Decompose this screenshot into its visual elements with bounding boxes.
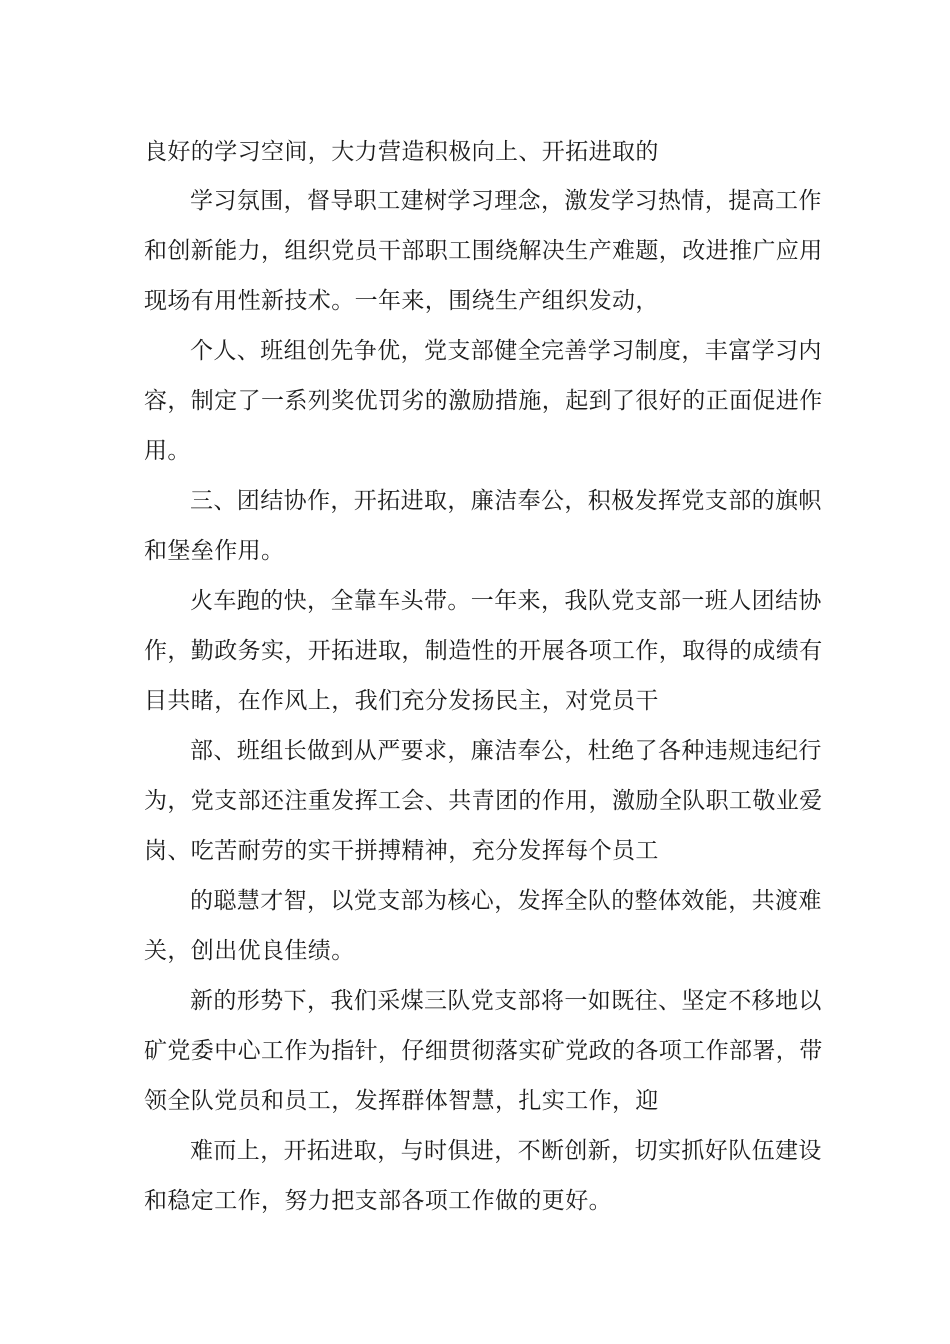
text-line: 容，制定了一系列奖优罚劣的激励措施，起到了很好的正面促进作 [144, 388, 823, 414]
text-line: 的聪慧才智，以党支部为核心，发挥全队的整体效能，共渡难 [190, 888, 822, 914]
section-heading-continued: 和堡垒作用。 [144, 538, 285, 564]
text-line: 为，党支部还注重发挥工会、共青团的作用，激励全队职工敬业爱 [144, 788, 823, 814]
text-line: 作，勤政务实，开拓进取，制造性的开展各项工作，取得的成绩有 [144, 638, 823, 664]
text-line: 现场有用性新技术。一年来，围绕生产组织发动， [144, 288, 659, 314]
text-line: 关，创出优良佳绩。 [144, 938, 355, 964]
text-line: 矿党委中心工作为指针，仔细贯彻落实矿党政的各项工作部署，带 [144, 1038, 823, 1064]
text-line: 领全队党员和员工，发挥群体智慧，扎实工作，迎 [144, 1088, 659, 1114]
text-line: 用。 [144, 438, 191, 464]
text-line: 目共睹，在作风上，我们充分发扬民主，对党员干 [144, 688, 659, 714]
text-line: 火车跑的快，全靠车头带。一年来，我队党支部一班人团结协 [190, 588, 822, 614]
text-line: 和稳定工作，努力把支部各项工作做的更好。 [144, 1188, 612, 1214]
text-line: 良好的学习空间，大力营造积极向上、开拓进取的 [144, 139, 659, 165]
section-heading: 三、团结协作，开拓进取，廉洁奉公，积极发挥党支部的旗帜 [190, 488, 822, 514]
text-line: 个人、班组创先争优，党支部健全完善学习制度，丰富学习内 [190, 338, 822, 364]
text-line: 学习氛围，督导职工建树学习理念，激发学习热情，提高工作 [190, 188, 822, 214]
text-line: 新的形势下，我们采煤三队党支部将一如既往、坚定不移地以 [190, 988, 822, 1014]
text-line: 难而上，开拓进取，与时俱进，不断创新，切实抓好队伍建设 [190, 1138, 822, 1164]
text-line: 部、班组长做到从严要求，廉洁奉公，杜绝了各种违规违纪行 [190, 738, 822, 764]
text-line: 岗、吃苦耐劳的实干拼搏精神，充分发挥每个员工 [144, 838, 659, 864]
text-line: 和创新能力，组织党员干部职工围绕解决生产难题，改进推广应用 [144, 238, 823, 264]
